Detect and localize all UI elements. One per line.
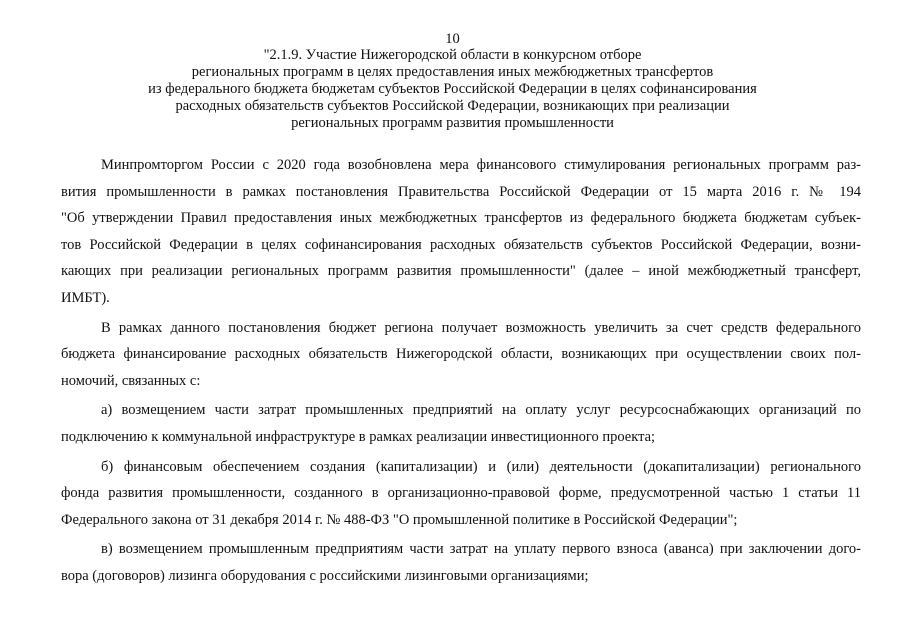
text-line: номочий, связанных с: — [61, 372, 201, 389]
text-line: Федерального закона от 31 декабря 2014 г. № 488-ФЗ "О промышленной политике в Российской Федерации"; — [61, 511, 738, 528]
text-line: кающих при реализации региональных программ развития промышленности" (далее – иной межбюджетный трансферт, — [61, 263, 861, 280]
text-line: В рамках данного постановления бюджет региона получает возможность увеличить за счет средств федерального — [101, 319, 861, 336]
text-line: "Об утверждении Правил предоставления иных межбюджетных трансфертов из федерального бюджета бюджетам субъек- — [61, 210, 861, 227]
heading-line: региональных программ в целях предоставления иных межбюджетных трансфертов — [191, 64, 714, 80]
text-line: ИМБТ). — [61, 289, 110, 306]
heading-line: "2.1.9. Участие Нижегородской области в конкурсном отборе — [263, 47, 642, 63]
text-line: в) возмещением промышленным предприятиям части затрат на уплату первого взноса (аванса) при заключении дого- — [101, 541, 861, 558]
heading-line: расходных обязательств субъектов Российской Федерации, возникающих при реализации — [175, 98, 730, 114]
heading-line: региональных программ развития промышленности — [291, 115, 614, 131]
list-item-v — [61, 536, 861, 589]
text-line: вития промышленности в рамках постановления Правительства Российской Федерации от 15 марта 2016 г. № 194 — [61, 183, 861, 200]
section-heading — [0, 47, 905, 132]
document-body — [61, 152, 861, 593]
text-line: бюджета финансирование расходных обязательств Нижегородской области, возникающих при осуществлении своих пол- — [61, 346, 861, 363]
paragraph-intro — [61, 152, 861, 312]
paragraph-regional-budget — [61, 315, 861, 395]
text-line: Минпромторгом России с 2020 года возобновлена мера финансового стимулирования региональных программ раз- — [101, 157, 861, 173]
text-line: вора (договоров) лизинга оборудования с российскими лизинговыми организациями; — [61, 567, 589, 584]
text-line: б) финансовым обеспечением создания (капитализации) и (или) деятельности (докапитализации) регионального — [101, 458, 861, 475]
text-line: тов Российской Федерации в целях софинансирования расходных обязательств субъектов Российской Федерации, возни- — [61, 236, 861, 253]
text-line: фонда развития промышленности, созданного в организационно-правовой форме, предусмотренной частью 1 статьи 11 — [61, 485, 861, 502]
list-item-a — [61, 397, 861, 450]
list-item-b — [61, 454, 861, 534]
text-line: а) возмещением части затрат промышленных предприятий на оплату услуг ресурсоснабжающих организаций по — [101, 402, 861, 419]
text-line: подключению к коммунальной инфраструктуре в рамках реализации инвестиционного проекта; — [61, 428, 656, 445]
heading-line: из федерального бюджета бюджетам субъектов Российской Федерации в целях софинансирования — [148, 81, 757, 97]
page-number: 10 — [445, 31, 460, 47]
